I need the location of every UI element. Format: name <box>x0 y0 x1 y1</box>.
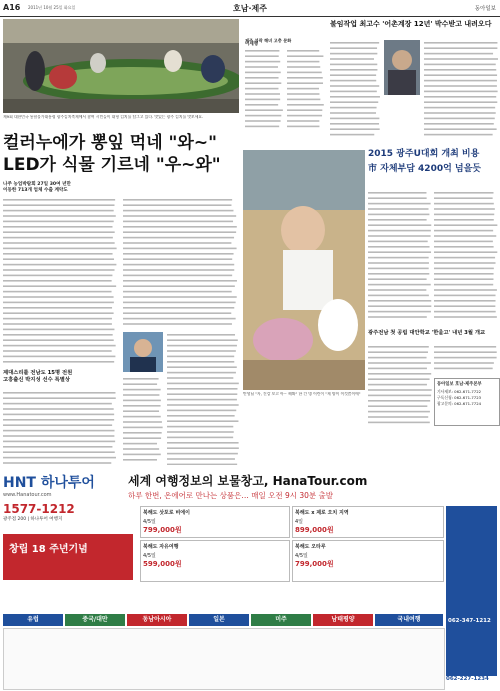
athlete-photo <box>123 332 163 372</box>
ad-brand-url: www.Hanatour.com <box>3 492 52 498</box>
kimchi-body-col-4 <box>123 376 163 465</box>
ad-bottom-phone: 062-227-1234 <box>446 676 489 682</box>
bureau-title: 동아일보 호남·제주본부 <box>437 382 482 387</box>
ad-anniversary-text: 창립 18 주년기념 <box>9 544 88 555</box>
region-tab[interactable]: 일본 <box>189 614 249 626</box>
region-tab[interactable]: 남태평양 <box>313 614 373 626</box>
region-tab[interactable]: 유럽 <box>3 614 63 626</box>
ad-subheadline: 하루 한번, 온에어로 만나는 상품은… 매일 오전 9시 30분 출발 <box>128 491 334 500</box>
ad-deal-dest: 북해도 오타루 <box>295 544 326 550</box>
ad-phone-note: 광주점 200 | 하나투어 여행지 <box>3 517 63 522</box>
kimchi-photo-caption: 제9회 대한민국 통합물가대통령 광주김치축제에서 참여 시민들이 대형 김치를 담그고 있다. 맛있는 광주 김치를 맛보세요. <box>3 115 204 119</box>
ad-brand-block[interactable] <box>3 472 123 532</box>
column-kicker: 이세형 <box>245 42 259 47</box>
fund-body-1 <box>368 190 432 320</box>
ad-deal-date: 4/5일 <box>143 553 156 559</box>
fund-headline-2: 市 자체부담 4200억 넘을듯 <box>368 164 482 174</box>
checkup-photo-caption: 반생님 "자, 건강 보고 아~ 해봐" 한 간 명 어린이 "제 양이 이것쯤이에" <box>243 392 361 396</box>
ad-phone: 1577-1212 <box>3 502 75 516</box>
kimchi-body-col-1 <box>3 197 117 365</box>
publisher-name: 동아일보 <box>474 6 496 12</box>
region-tab[interactable]: 중국/대만 <box>65 614 125 626</box>
column-title: 제주 성곽 해녀 고층 문화 <box>245 38 292 43</box>
bureau-info-box <box>434 378 500 426</box>
ad-headline: 세계 여행정보의 보물창고, HanaTour.com <box>128 474 368 488</box>
ad-brand-name: HNT 하나투어 <box>3 475 95 491</box>
bureau-line: 광고문의: 062-671-7724 <box>437 401 482 406</box>
ad-deal-card[interactable] <box>292 540 444 582</box>
kimchi-subheadline: 나주 농업박람회 27일 30여 년만 이동한 713개 업체 수출 계약도 <box>3 182 71 193</box>
ad-deal-date: 4일 <box>295 519 304 525</box>
ad-deal-price: 799,000원 <box>143 526 182 534</box>
issue-date: 2011년 10월 25일 화요일 <box>28 5 76 10</box>
kimchi-headline-2: LED가 식물 기르네 "우~와" <box>3 155 221 175</box>
ad-deal-card[interactable] <box>292 506 444 538</box>
ad-deal-date: 4/5일 <box>295 553 308 559</box>
fisher-portrait-photo <box>384 40 420 95</box>
ad-deal-card[interactable] <box>140 506 290 538</box>
ad-deal-price: 799,000원 <box>295 560 334 568</box>
section-title: 호남·제주 <box>233 4 267 13</box>
fund-body-2 <box>434 190 498 320</box>
kimchi-body-col-2 <box>123 197 237 327</box>
kimchi-body-col-3 <box>167 332 239 465</box>
column-body-3 <box>330 40 380 140</box>
school-body-2 <box>434 344 498 374</box>
ad-side-phone: 062-347-1212 <box>448 618 491 624</box>
column-body-1 <box>245 48 283 128</box>
ad-deal-date: 4/5일 <box>143 519 156 525</box>
ad-deal-price: 899,000원 <box>295 526 334 534</box>
column-headline: 불임작업 최고수 '어촌계장 12년' 박수받고 내려오다 <box>330 20 492 28</box>
ad-side-phone-block <box>446 506 497 676</box>
region-tab[interactable]: 미주 <box>251 614 311 626</box>
child-checkup-photo <box>243 150 365 390</box>
region-tab[interactable]: 동남아시아 <box>127 614 187 626</box>
bureau-line: 기사제보: 062-671-7722 <box>437 389 482 394</box>
kimchi-headline-1: 컬러누에가 뽕잎 먹네 "와~" <box>3 133 217 153</box>
fund-headline-1: 2015 광주U대회 개최 비용 <box>368 149 480 159</box>
ad-anniversary-banner <box>3 534 133 580</box>
column-body-2 <box>287 48 325 128</box>
page-header <box>0 0 500 17</box>
ad-deal-dest: 북해도 자유여행 <box>143 544 179 550</box>
ad-deal-price: 599,000원 <box>143 560 182 568</box>
school-headline: 광주전남 첫 공립 대안학교 '한울고' 내년 3월 개교 <box>368 330 486 336</box>
column-body-4 <box>424 40 498 140</box>
ad-deal-dest: 북해도 삿포로 비에이 <box>143 510 190 516</box>
ad-deal-dest: 북해도 x 제로 오치 지역 <box>295 510 349 516</box>
page-number: A16 <box>3 3 21 12</box>
sports-body <box>3 390 117 465</box>
sports-headline: 제대스리를 전남도 15명 전원 고흥출신 박지성 선수 특별상 <box>3 370 73 383</box>
school-body-1 <box>368 344 432 424</box>
ad-listing-area <box>3 628 445 690</box>
region-tab[interactable]: 국내여행 <box>375 614 443 626</box>
ad-deal-card[interactable] <box>140 540 290 582</box>
bureau-line: 구독신청: 062-671-7723 <box>437 395 482 400</box>
kimchi-festival-photo <box>3 19 239 113</box>
